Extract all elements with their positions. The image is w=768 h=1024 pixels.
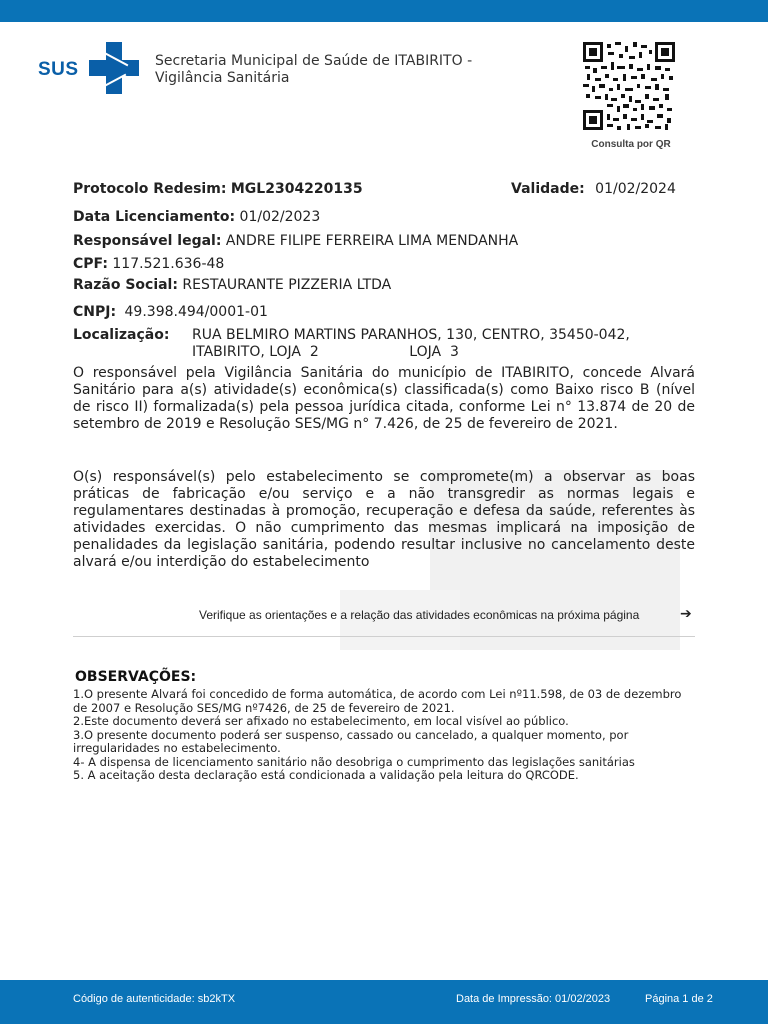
next-page-hint: Verifique as orientações e a relação das atividades econômicas na próxima página [199,608,640,622]
protocolo-value: MGL2304220135 [230,181,363,197]
protocolo-label: Protocolo Redesim: [73,181,227,197]
compromisso-paragraph: O(s) responsável(s) pelo estabelecimento se compromete(m) a observar as boas práticas de fabricação e/ou serviço e a não transgredir as normas legais e regulamentares destinadas à promoção, recuperação e defesa da saúde, referentes às atividades exercidas. O não cumprimento das mesmas implicará na imposição de penalidades da legislação sanitária, podendo resultar inclusive no cancelamento deste alvará e/ou interdição do estabelecimento [73,469,695,570]
cnpj-row [73,304,268,320]
cnpj-label: CNPJ: [73,304,117,320]
validade-value: 01/02/2024 [595,181,676,197]
cnpj-value: 49.398.494/0001-01 [124,304,268,320]
responsavel-row [73,233,518,249]
observacao-item: 2.Este documento deverá ser afixado no estabelecimento, em local visível ao público. [73,714,569,728]
localizacao-loja-3: LOJA 3 [409,344,459,360]
sus-cross-bar [89,60,139,76]
cpf-row [73,256,224,272]
localizacao-label: Localização: [73,327,170,343]
observacao-item: 3.O presente documento poderá ser suspenso, cassado ou cancelado, a qualquer momento, por irregularidades no estabelecimento. [73,727,629,755]
cpf-value: 117.521.636-48 [112,256,225,272]
auth-code: Código de autenticidade: sb2kTX [73,993,236,1005]
localizacao-loja-2: ITABIRITO, LOJA 2 [192,344,319,360]
observacao-item: 1.O presente Alvará foi concedido de forma automática, de acordo com Lei nº11.598, de 03 de dezembro de 2007 e Resolução SES/MG nº7426, de 25 de fevereiro de 2021. [73,687,682,715]
razao-social-label: Razão Social: [73,277,178,293]
page-number: Página 1 de 2 [645,993,713,1005]
org-line-1: Secretaria Municipal de Saúde de ITABIRITO - [155,53,473,69]
localizacao-line-1: RUA BELMIRO MARTINS PARANHOS, 130, CENTRO, 35450-042, [192,327,630,343]
data-licenciamento-value: 01/02/2023 [239,209,321,225]
qr-caption: Consulta por QR [591,139,671,150]
validade-label: Validade: [511,181,585,197]
arrow-right-icon: ➔ [680,606,692,622]
responsavel-value: ANDRE FILIPE FERREIRA LIMA MENDANHA [225,233,519,249]
responsavel-label: Responsável legal: [73,233,222,249]
sus-logo [38,42,152,96]
concessao-paragraph: O responsável pela Vigilância Sanitária do município de ITABIRITO, concede Alvará Sanitário para a(s) atividade(s) econômica(s) classificada(s) como Baixo risco B (nível de risco II) formalizada(s) pela pessoa jurídica citada, conforme Lei n° 13.874 de 20 de setembro de 2019 e Resolução SES/MG n° 7.426, de 25 de fevereiro de 2021. [73,365,695,432]
observacoes-list [73,688,695,783]
data-licenciamento-row [73,209,320,225]
organization-name [155,53,472,87]
data-licenciamento-label: Data Licenciamento: [73,209,236,225]
localizacao-line-2 [192,344,630,361]
footer-bar [0,980,768,1024]
divider [73,636,695,637]
print-date: Data de Impressão: 01/02/2023 [456,993,611,1005]
org-line-2: Vigilância Sanitária [155,70,290,86]
protocolo-row [73,181,363,197]
sus-logo-text: SUS [38,59,79,80]
top-bar [0,0,768,22]
observacao-item: 5. A aceitação desta declaração está condicionada a validação pela leitura do QRCODE. [73,768,579,782]
localizacao-label-row [73,327,169,343]
qr-code-icon [583,42,675,130]
localizacao-value [192,327,630,361]
validade-row [511,181,676,197]
observacoes-title: OBSERVAÇÕES: [75,669,197,685]
observacao-item: 4- A dispensa de licenciamento sanitário não desobriga o cumprimento das legislações sanitárias [73,754,635,769]
razao-social-row [73,277,391,293]
cpf-label: CPF: [73,256,108,272]
razao-social-value: RESTAURANTE PIZZERIA LTDA [182,277,392,293]
